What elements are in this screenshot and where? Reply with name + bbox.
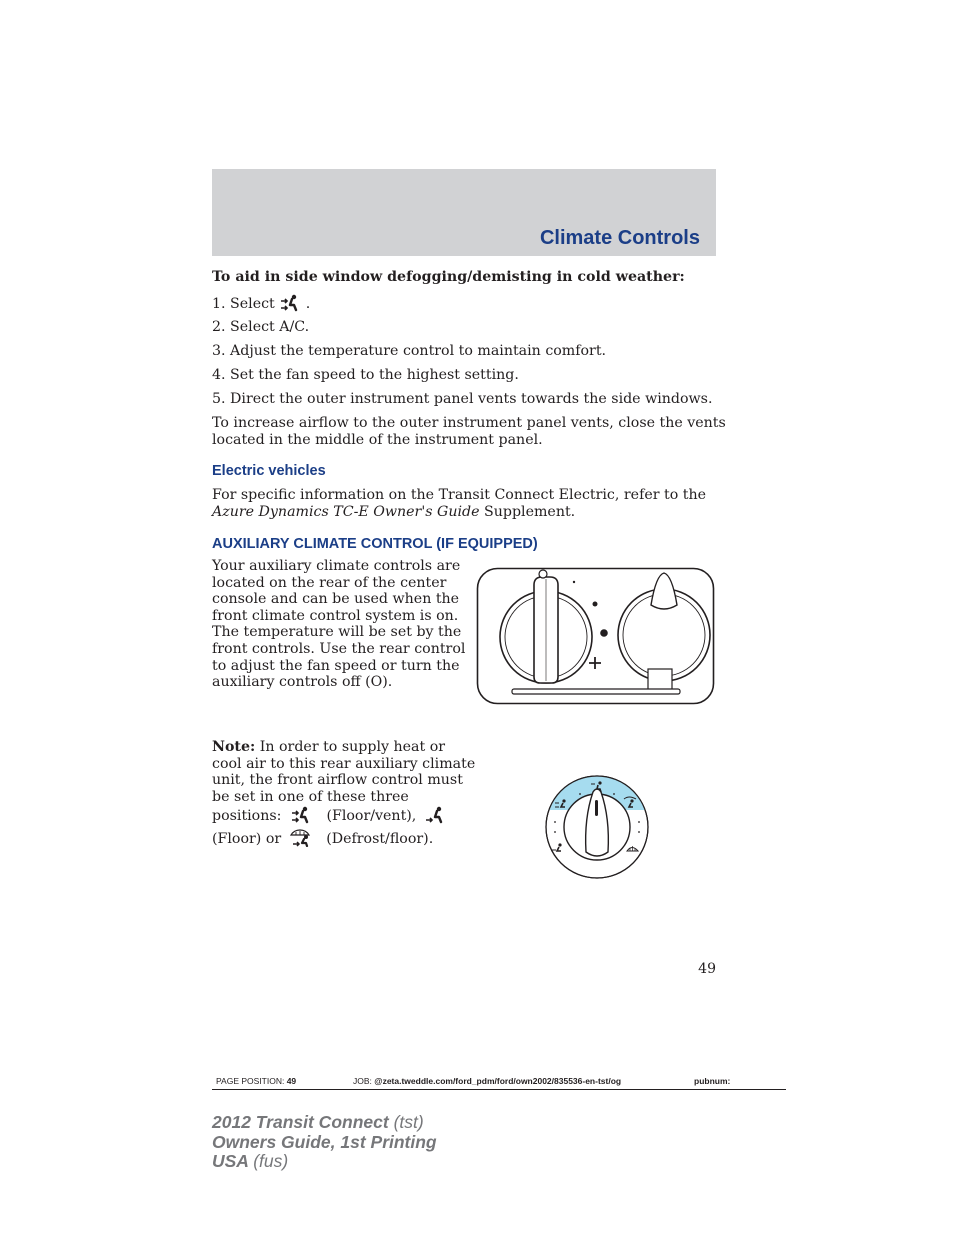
note-floor-line	[212, 829, 433, 852]
airflow-line-2: located in the middle of the instrument panel.	[212, 431, 543, 448]
auxiliary-line: located on the rear of the center	[212, 574, 447, 591]
imprint-model: 2012 Transit Connect	[212, 1112, 389, 1132]
note-positions-line	[212, 806, 445, 829]
defrost-floor-icon	[290, 829, 312, 852]
footer-job	[353, 1076, 621, 1086]
auxiliary-line: auxiliary controls off (O).	[212, 674, 393, 691]
imprint-model-code: (tst)	[393, 1112, 424, 1132]
job-label: JOB:	[353, 1076, 372, 1086]
defog-step-1	[212, 294, 310, 317]
step-1-prefix: 1. Select	[212, 296, 275, 312]
auxiliary-line: Your auxiliary climate controls are	[212, 558, 461, 574]
defog-step-4: 4. Set the fan speed to the highest setting.	[212, 367, 519, 383]
footer-rule	[212, 1089, 786, 1090]
note-line-3: unit, the front airflow control must	[212, 772, 463, 789]
floor-vent-icon	[290, 806, 312, 829]
imprint-market: USA	[212, 1151, 249, 1172]
job-value: @zeta.tweddle.com/ford_pdm/ford/own2002/835536-en-tst/og	[374, 1076, 622, 1086]
defog-step-2: 2. Select A/C.	[212, 319, 310, 335]
footer-page-position	[216, 1076, 296, 1086]
note-label: Note:	[212, 739, 256, 755]
position-value: 49	[286, 1076, 297, 1086]
auxiliary-control-panel-figure	[476, 565, 716, 711]
electric-line-2	[212, 504, 706, 521]
defog-step-5: 5. Direct the outer instrument panel vents towards the side windows.	[212, 391, 713, 407]
pubnum-label: pubnum:	[694, 1076, 731, 1086]
electric-line-1: For specific information on the Transit Connect Electric, refer to the	[212, 487, 707, 503]
note-line-1	[212, 739, 475, 756]
page-number: 49	[698, 961, 716, 977]
auxiliary-line: to adjust the fan speed or turn the	[212, 657, 460, 674]
chapter-header	[212, 169, 716, 256]
imprint-market-code: (fus)	[253, 1151, 289, 1172]
guide-title: Azure Dynamics TC-E Owner's Guide	[212, 503, 480, 520]
electric-paragraph	[212, 487, 706, 520]
floor-prefix: (Floor) or	[212, 831, 282, 847]
positions-prefix: positions:	[212, 808, 282, 824]
electric-heading: Electric vehicles	[212, 463, 326, 479]
airflow-dial-figure	[544, 774, 650, 884]
floor-vent-icon	[279, 294, 301, 317]
auxiliary-line: front climate control system is on.	[212, 607, 459, 624]
auxiliary-line: front controls. Use the rear control	[212, 640, 466, 657]
floor-vent-label: (Floor/vent),	[326, 808, 417, 824]
airflow-line-1: To increase airflow to the outer instrument panel vents, close the vents	[212, 415, 726, 431]
floor-icon	[425, 806, 445, 829]
airflow-paragraph	[212, 415, 726, 448]
electric-line-2-suffix: Supplement.	[479, 503, 576, 520]
imprint-market-line	[212, 1152, 437, 1172]
footer-pubnum	[694, 1076, 730, 1086]
auxiliary-paragraph	[212, 558, 465, 691]
imprint-model-line	[212, 1113, 437, 1133]
note-paragraph	[212, 739, 475, 805]
defog-step-3: 3. Adjust the temperature control to maintain comfort.	[212, 343, 607, 359]
edition-imprint	[212, 1113, 437, 1172]
imprint-guide-line: Owners Guide, 1st Printing	[212, 1131, 437, 1152]
note-line-4: be set in one of these three	[212, 788, 409, 805]
auxiliary-line: console and can be used when the	[212, 591, 460, 608]
auxiliary-line: The temperature will be set by the	[212, 624, 462, 641]
defog-heading: To aid in side window defogging/demisting in cold weather:	[212, 269, 685, 285]
note-line-2: cool air to this rear auxiliary climate	[212, 755, 476, 772]
step-1-suffix: .	[305, 296, 311, 312]
note-line-1-rest: In order to supply heat or	[255, 739, 446, 755]
position-label: PAGE POSITION:	[216, 1076, 285, 1086]
auxiliary-heading: AUXILIARY CLIMATE CONTROL (IF EQUIPPED)	[212, 536, 538, 552]
defrost-floor-label: (Defrost/floor).	[326, 831, 434, 847]
chapter-title: Climate Controls	[539, 227, 700, 249]
